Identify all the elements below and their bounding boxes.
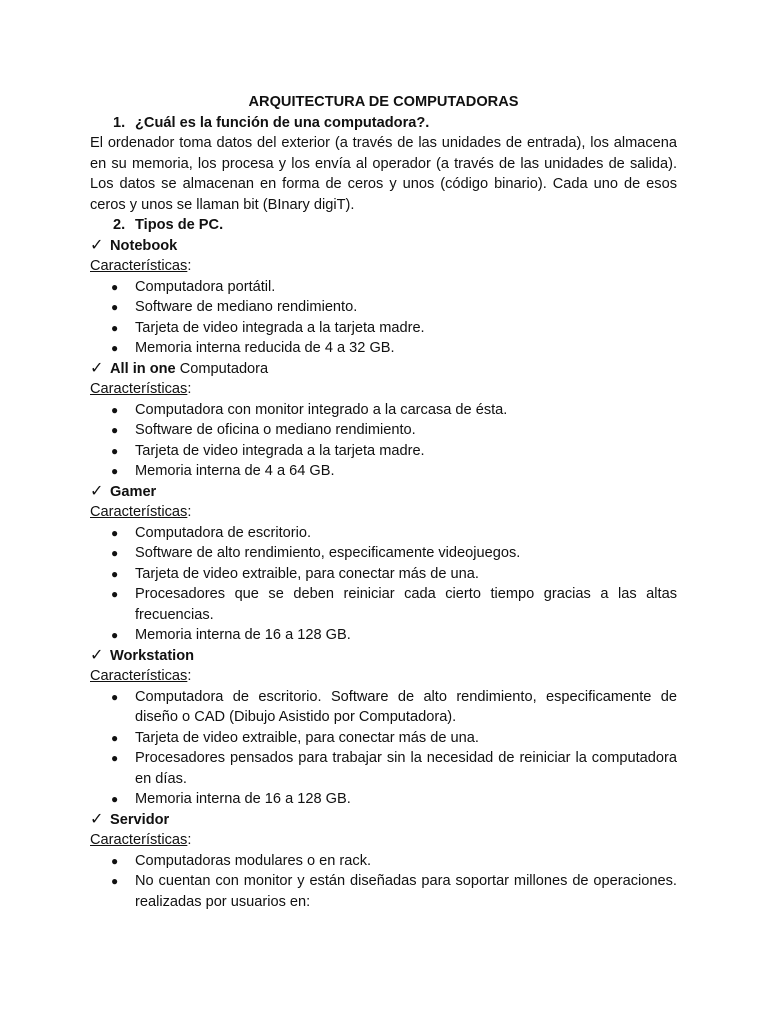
list-item <box>90 748 677 789</box>
characteristics-label-text: Características <box>90 381 188 397</box>
characteristics-label-text: Características <box>90 258 188 274</box>
section-name: Servidor <box>110 811 170 828</box>
bullet-icon: ● <box>111 689 119 704</box>
list-item-text: Memoria interna reducida de 4 a 32 GB. <box>135 340 395 356</box>
list-item-text: Computadora de escritorio. Software de alto rendimiento, especificamente de diseño o CAD (Dibujo Asistido por Computadora). <box>135 688 677 725</box>
bullet-icon: ● <box>111 464 119 478</box>
section-name: Notebook <box>110 237 178 254</box>
characteristics-label <box>90 379 677 400</box>
list-item-text: Procesadores que se deben reiniciar cada cierto tiempo gracias a las altas frecuencias. <box>135 586 677 623</box>
list-item <box>90 687 677 728</box>
list-item <box>90 523 677 544</box>
section-heading-4 <box>90 810 677 831</box>
section-heading-1 <box>90 359 677 380</box>
bullet-icon: ● <box>111 628 119 642</box>
list-item-text: Procesadores pensados para trabajar sin la necesidad de reiniciar la computadora en días. <box>135 750 677 787</box>
question-2-text: Tipos de PC. <box>135 217 224 233</box>
list-item-text: Tarjeta de video integrada a la tarjeta madre. <box>135 442 425 459</box>
bullet-icon: ● <box>111 853 119 868</box>
section-name: All in one <box>110 360 176 377</box>
bullet-icon: ● <box>111 320 119 335</box>
list-item-text: Computadora con monitor integrado a la carcasa de ésta. <box>135 401 508 418</box>
question-2-number: 2. <box>113 217 126 233</box>
document-title: ARQUITECTURA DE COMPUTADORAS <box>248 94 519 110</box>
characteristics-list <box>90 851 677 913</box>
bullet-icon: ● <box>111 423 119 437</box>
list-item <box>90 871 677 912</box>
question-1-heading <box>90 113 677 134</box>
characteristics-colon: : <box>187 381 192 397</box>
list-item-text: Memoria interna de 16 a 128 GB. <box>135 791 351 807</box>
list-item-text: Tarjeta de video extraible, para conectar más de una. <box>135 729 479 746</box>
characteristics-colon: : <box>187 504 192 520</box>
list-item <box>90 277 677 298</box>
bullet-icon: ● <box>111 566 119 581</box>
list-item-text: Tarjeta de video extraible, para conectar más de una. <box>135 565 479 582</box>
list-item <box>90 728 677 749</box>
list-item <box>90 338 677 359</box>
characteristics-list <box>90 400 677 482</box>
list-item <box>90 543 677 564</box>
bullet-icon: ● <box>111 792 119 806</box>
list-item-text: Memoria interna de 4 a 64 GB. <box>135 463 335 479</box>
characteristics-colon: : <box>187 832 192 848</box>
characteristics-label <box>90 830 677 851</box>
characteristics-label <box>90 502 677 523</box>
list-item-text: Computadora portátil. <box>135 278 276 295</box>
question-1-answer: El ordenador toma datos del exterior (a través de las unidades de entrada), los almacena en su memoria, los procesa y los envía al operador (a través de las unidades de salida). Los datos se almacenan en forma de ceros y unos (código binario). Cada uno de esos ceros y unos se llaman bit (BInary digiT). <box>90 135 677 213</box>
bullet-icon: ● <box>111 300 119 314</box>
list-item <box>90 851 677 872</box>
list-item-text: Tarjeta de video integrada a la tarjeta madre. <box>135 319 425 336</box>
characteristics-colon: : <box>187 668 192 684</box>
bullet-icon: ● <box>111 730 119 745</box>
list-item <box>90 584 677 625</box>
checkmark-icon: ✓ <box>90 482 104 500</box>
characteristics-list <box>90 687 677 810</box>
section-name-suffix: Computadora <box>175 360 269 377</box>
checkmark-icon: ✓ <box>90 646 104 664</box>
list-item-text: Software de mediano rendimiento. <box>135 299 358 315</box>
list-item-text: Memoria interna de 16 a 128 GB. <box>135 627 351 643</box>
list-item-text: Software de oficina o mediano rendimiento. <box>135 422 416 438</box>
list-item <box>90 297 677 318</box>
list-item <box>90 789 677 810</box>
pc-types-list <box>90 236 677 913</box>
checkmark-icon: ✓ <box>90 236 104 254</box>
list-item <box>90 461 677 482</box>
characteristics-label <box>90 256 677 277</box>
bullet-icon: ● <box>111 546 119 560</box>
section-name: Workstation <box>110 647 195 664</box>
list-item-text: Software de alto rendimiento, especificamente videojuegos. <box>135 545 521 561</box>
characteristics-list <box>90 277 677 359</box>
section-heading-2 <box>90 482 677 503</box>
list-item <box>90 400 677 421</box>
list-item-text: Computadoras modulares o en rack. <box>135 852 372 869</box>
characteristics-label-text: Características <box>90 504 188 520</box>
bullet-icon: ● <box>111 341 119 355</box>
bullet-icon: ● <box>111 587 119 601</box>
characteristics-label <box>90 666 677 687</box>
question-1-text: ¿Cuál es la función de una computadora?. <box>135 114 430 131</box>
list-item <box>90 625 677 646</box>
bullet-icon: ● <box>111 279 119 294</box>
list-item <box>90 441 677 462</box>
checkmark-icon: ✓ <box>90 810 104 828</box>
bullet-icon: ● <box>111 525 119 540</box>
characteristics-list <box>90 523 677 646</box>
characteristics-label-text: Características <box>90 832 188 848</box>
question-1-number: 1. <box>113 114 126 131</box>
section-heading-3 <box>90 646 677 667</box>
bullet-icon: ● <box>111 443 119 458</box>
bullet-icon: ● <box>111 874 119 888</box>
characteristics-label-text: Características <box>90 668 188 684</box>
list-item-text: Computadora de escritorio. <box>135 524 312 541</box>
list-item <box>90 318 677 339</box>
characteristics-colon: : <box>187 258 192 274</box>
bullet-icon: ● <box>111 751 119 765</box>
question-2-heading <box>90 215 677 236</box>
checkmark-icon: ✓ <box>90 359 104 377</box>
list-item <box>90 420 677 441</box>
list-item-text: No cuentan con monitor y están diseñadas para soportar millones de operaciones. realizadas por usuarios en: <box>135 873 677 910</box>
bullet-icon: ● <box>111 402 119 417</box>
section-name: Gamer <box>110 483 157 500</box>
section-heading-0 <box>90 236 677 257</box>
list-item <box>90 564 677 585</box>
